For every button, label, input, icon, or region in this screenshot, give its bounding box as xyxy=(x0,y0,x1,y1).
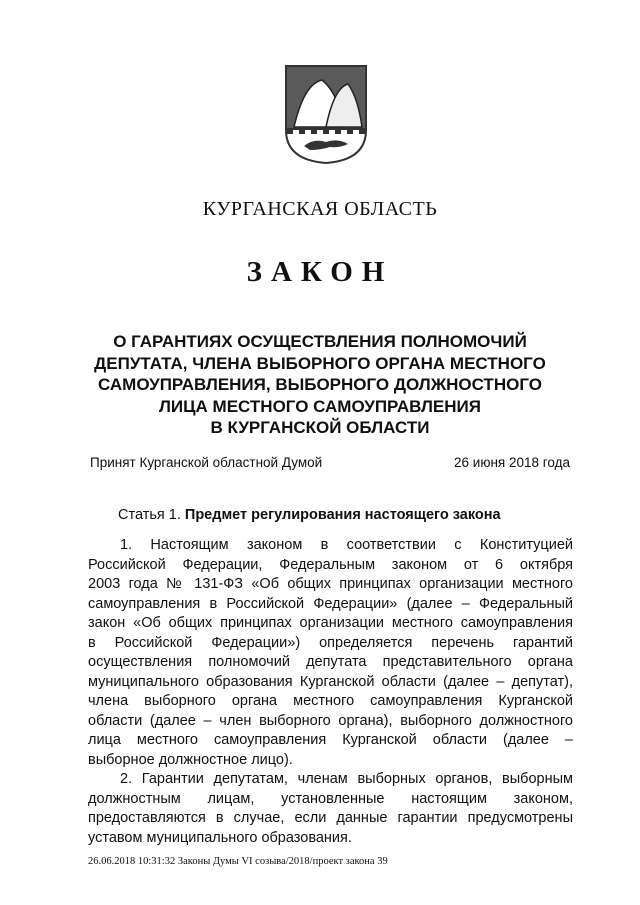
paragraph-line: должностным лицам, установленные настоящим законом, xyxy=(88,790,573,807)
article-body xyxy=(88,536,573,848)
paragraph-1 xyxy=(88,536,573,770)
region-name: КУРГАНСКАЯ ОБЛАСТЬ xyxy=(202,198,438,220)
law-title-line: ЛИЦА МЕСТНОГО САМОУПРАВЛЕНИЯ xyxy=(158,396,481,416)
paragraph-line: выборное должностное лицо). xyxy=(88,751,293,768)
paragraph-line: муниципального образования Курганской области (далее – депутат), xyxy=(88,673,573,690)
paragraph-line: предоставляются в случае, если данные гарантии предусмотрены xyxy=(88,810,573,826)
paragraph-line: члена выборного органа местного самоуправления Курганской xyxy=(88,693,573,709)
document-type: ЗАКОН xyxy=(246,256,394,288)
paragraph-line: осуществления полномочий депутата представительного органа xyxy=(88,654,573,670)
law-title-line: САМОУПРАВЛЕНИЯ, ВЫБОРНОГО ДОЛЖНОСТНОГО xyxy=(98,375,542,394)
document-footer: 26.06.2018 10:31:32 Законы Думы VI созыва/2018/проект закона 39 xyxy=(88,856,388,867)
article-number: Статья 1. xyxy=(118,507,181,523)
paragraph-line: лица местного самоуправления Курганской области (далее – xyxy=(88,732,573,748)
law-title-line: О ГАРАНТИЯХ ОСУЩЕСТВЛЕНИЯ ПОЛНОМОЧИЙ xyxy=(113,332,527,351)
coat-of-arms-emblem xyxy=(284,64,368,164)
law-title xyxy=(90,331,550,439)
adopted-by: Принят Курганской областной Думой xyxy=(90,455,323,470)
paragraph-line: самоуправления в Российской Федерации» (далее – Федеральный xyxy=(88,595,573,612)
paragraph-line: уставом муниципального образования. xyxy=(88,829,352,846)
paragraph-line: области (далее – член выборного органа), выборного должностного xyxy=(88,712,573,729)
paragraph-line: 2003 года № 131-ФЗ «Об общих принципах организации местного xyxy=(88,576,573,592)
paragraph-line: Российской Федерации, Федеральным законом от 6 октября xyxy=(88,556,573,573)
law-title-line: В КУРГАНСКОЙ ОБЛАСТИ xyxy=(210,418,430,437)
article-heading xyxy=(118,507,501,523)
adoption-info xyxy=(90,455,570,470)
paragraph-line: 2. Гарантии депутатам, членам выборных органов, выборным xyxy=(120,771,573,787)
paragraph-2 xyxy=(88,770,573,848)
paragraph-line: 1. Настоящим законом в соответствии с Конституцией xyxy=(120,537,573,553)
paragraph-line: в Российской Федерации») определяется перечень гарантий xyxy=(88,634,573,651)
law-title-line: ДЕПУТАТА, ЧЛЕНА ВЫБОРНОГО ОРГАНА МЕСТНОГО xyxy=(94,353,546,373)
adoption-date: 26 июня 2018 года xyxy=(454,455,570,470)
paragraph-line: закон «Об общих принципах организации местного самоуправления xyxy=(88,615,573,631)
article-title: Предмет регулирования настоящего закона xyxy=(184,507,501,523)
